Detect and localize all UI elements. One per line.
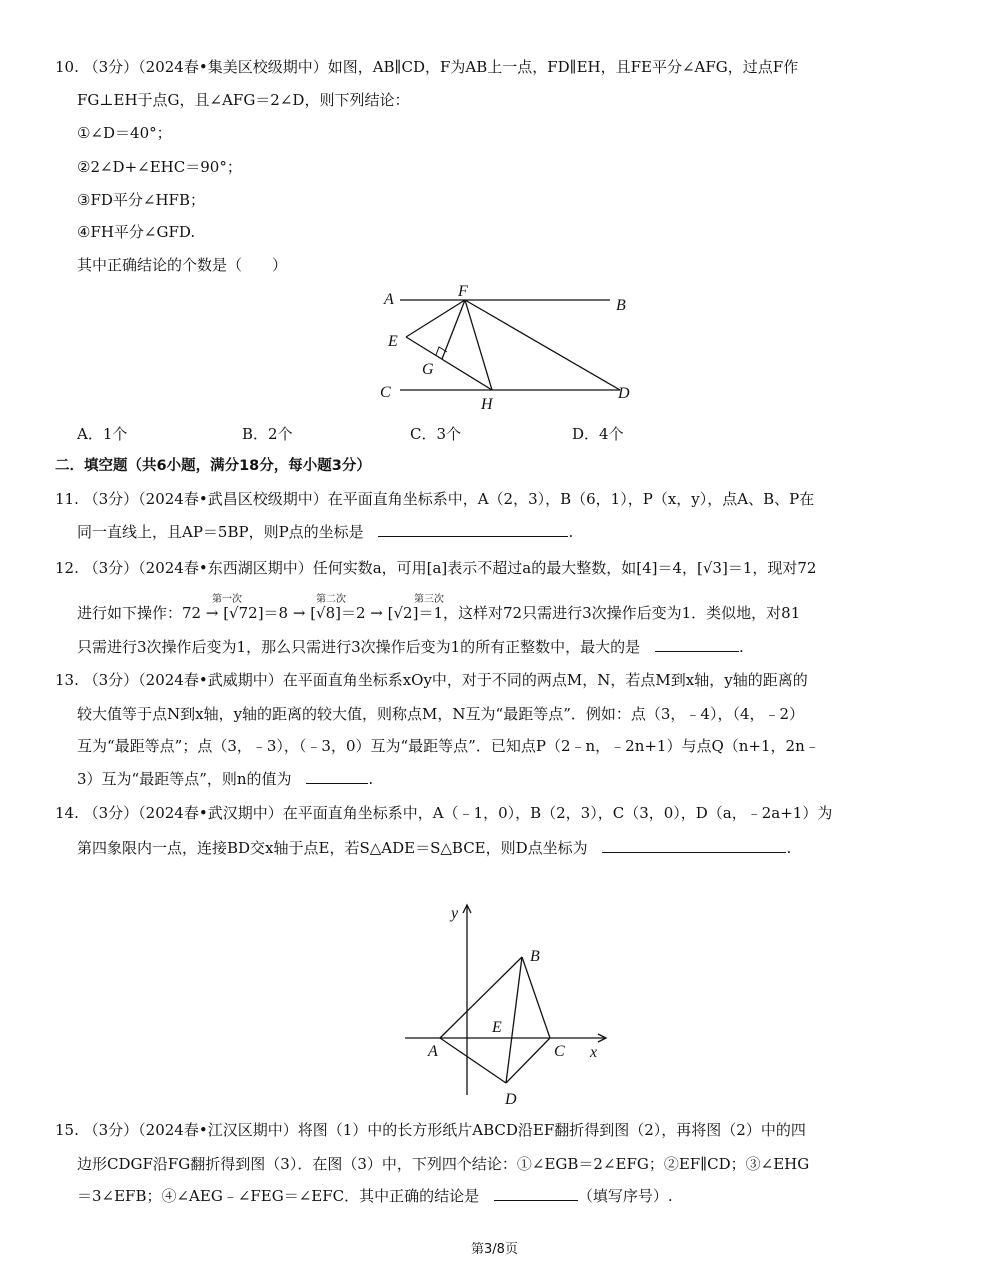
label-c: C xyxy=(554,1043,565,1060)
q12-op2: 第二次 xyxy=(316,594,346,605)
segment-ad xyxy=(440,1038,506,1083)
segment-fe xyxy=(406,300,465,337)
label-a: A xyxy=(384,291,394,308)
q12-op1: 第一次 xyxy=(212,594,242,605)
q14-text: 第四象限内一点，连接BD交x轴于点E，若S△ADE＝S△BCE，则D点坐标为 xyxy=(77,839,588,857)
choice-c[interactable]: C．3个 xyxy=(410,425,462,443)
q10-line1: 10. （3分）（2024春•集美区校级期中）如图，AB∥CD，F为AB上一点，FD∥EH，且FE平分∠AFG，过点F作 xyxy=(55,58,799,76)
page-number: 第3/8页 xyxy=(471,1242,518,1257)
segment-bc xyxy=(522,957,550,1038)
segment-fg xyxy=(442,300,465,359)
q11-line1: 11. （3分）（2024春•武昌区校级期中）在平面直角坐标系中，A（2，3），B（6，1），P（x，y），点A、B、P在 xyxy=(55,490,815,508)
label-b: B xyxy=(530,948,540,965)
label-b: B xyxy=(616,297,626,314)
q13-line3: 互为“最距等点”；点（3，﹣3），（﹣3，0）互为“最距等点”．已知点P（2﹣n，﹣2n+1）与点Q（n+1，2n﹣ xyxy=(77,737,820,755)
q11-answer-blank[interactable] xyxy=(378,522,568,537)
q13-line1: 13. （3分）（2024春•武威期中）在平面直角坐标系xOy中，对于不同的两点M，N，若点M到x轴，y轴的距离的 xyxy=(55,671,808,689)
label-h: H xyxy=(481,396,493,413)
q12-text: 只需进行3次操作后变为1，那么只需进行3次操作后变为1的所有正整数中，最大的是 xyxy=(77,638,641,656)
q10-ask: 其中正确结论的个数是（ ） xyxy=(77,256,288,274)
label-a: A xyxy=(428,1043,438,1060)
label-g: G xyxy=(422,361,434,378)
choice-a[interactable]: A．1个 xyxy=(77,425,128,443)
q12-line1: 12. （3分）（2024春•东西湖区期中）任何实数a，可用[a]表示不超过a的最大整数，如[4]＝4，[√3]＝1，现对72 xyxy=(55,559,817,577)
right-angle-mark xyxy=(436,347,447,355)
q13-line4 xyxy=(77,769,373,789)
choice-d[interactable]: D．4个 xyxy=(572,425,624,443)
q14-end: . xyxy=(786,839,792,857)
q10-item-4: ④FH平分∠GFD. xyxy=(77,223,196,241)
q10-line2: FG⊥EH于点G，且∠AFG＝2∠D，则下列结论： xyxy=(77,91,410,109)
label-x: x xyxy=(590,1044,598,1061)
q13-answer-blank[interactable] xyxy=(306,769,368,784)
q11-end: . xyxy=(568,523,574,541)
section-title: 二．填空题（共6小题，满分18分，每小题3分） xyxy=(55,458,371,474)
q10-item-1: ①∠D＝40°； xyxy=(77,124,172,142)
q14-figure xyxy=(400,895,615,1115)
q12-end: . xyxy=(738,638,744,656)
label-e: E xyxy=(492,1019,502,1036)
segment-ab xyxy=(440,957,522,1038)
q15-answer-blank[interactable] xyxy=(494,1186,578,1201)
q14-answer-blank[interactable] xyxy=(602,838,786,853)
label-f: F xyxy=(458,283,468,300)
label-c: C xyxy=(380,384,391,401)
q12-line3 xyxy=(77,637,744,657)
q13-line2: 较大值等于点N到x轴，y轴的距离的较大值，则称点M，N互为“最距等点”．例如：点（3，﹣4），（4，﹣2） xyxy=(77,705,805,723)
label-d: D xyxy=(505,1091,517,1108)
q15-line1: 15. （3分）（2024春•江汉区期中）将图（1）中的长方形纸片ABCD沿EF翻折得到图（2），再将图（2）中的四 xyxy=(55,1121,806,1139)
label-y: y xyxy=(451,905,459,922)
q11-line2 xyxy=(77,522,573,542)
q15-line2: 边形CDGF沿FG翻折得到图（3）．在图（3）中，下列四个结论：①∠EGB＝2∠EFG；②EF∥CD；③∠EHG xyxy=(77,1155,810,1173)
q10-item-3: ③FD平分∠HFB； xyxy=(77,191,205,209)
q13-text: 3）互为“最距等点”，则n的值为 xyxy=(77,770,292,788)
q15-line3 xyxy=(77,1186,673,1206)
q12-answer-blank[interactable] xyxy=(655,637,739,652)
q14-line1: 14. （3分）（2024春•武汉期中）在平面直角坐标系中，A（﹣1，0），B（2，3），C（3，0），D（a，﹣2a+1）为 xyxy=(55,804,833,822)
segment-cd xyxy=(506,1038,550,1083)
q15-end: （填写序号）. xyxy=(577,1187,673,1205)
q12-op3: 第三次 xyxy=(414,594,444,605)
q11-text: 同一直线上，且AP＝5BP，则P点的坐标是 xyxy=(77,523,364,541)
q10-item-2: ②2∠D+∠EHC＝90°； xyxy=(77,158,242,176)
label-e: E xyxy=(388,333,398,350)
q12-line2: 进行如下操作：72 → [√72]＝8 → [√8]＝2 → [√2]＝1，这样对72只需进行3次操作后变为1．类似地，对81 xyxy=(77,604,801,622)
q14-line2 xyxy=(77,838,791,858)
q10-figure xyxy=(370,280,640,415)
q13-end: . xyxy=(368,770,374,788)
choice-b[interactable]: B．2个 xyxy=(242,425,293,443)
segment-bd xyxy=(506,957,522,1083)
label-d: D xyxy=(618,385,630,402)
q15-text: ＝3∠EFB；④∠AEG﹣∠FEG＝∠EFC．其中正确的结论是 xyxy=(77,1187,480,1205)
